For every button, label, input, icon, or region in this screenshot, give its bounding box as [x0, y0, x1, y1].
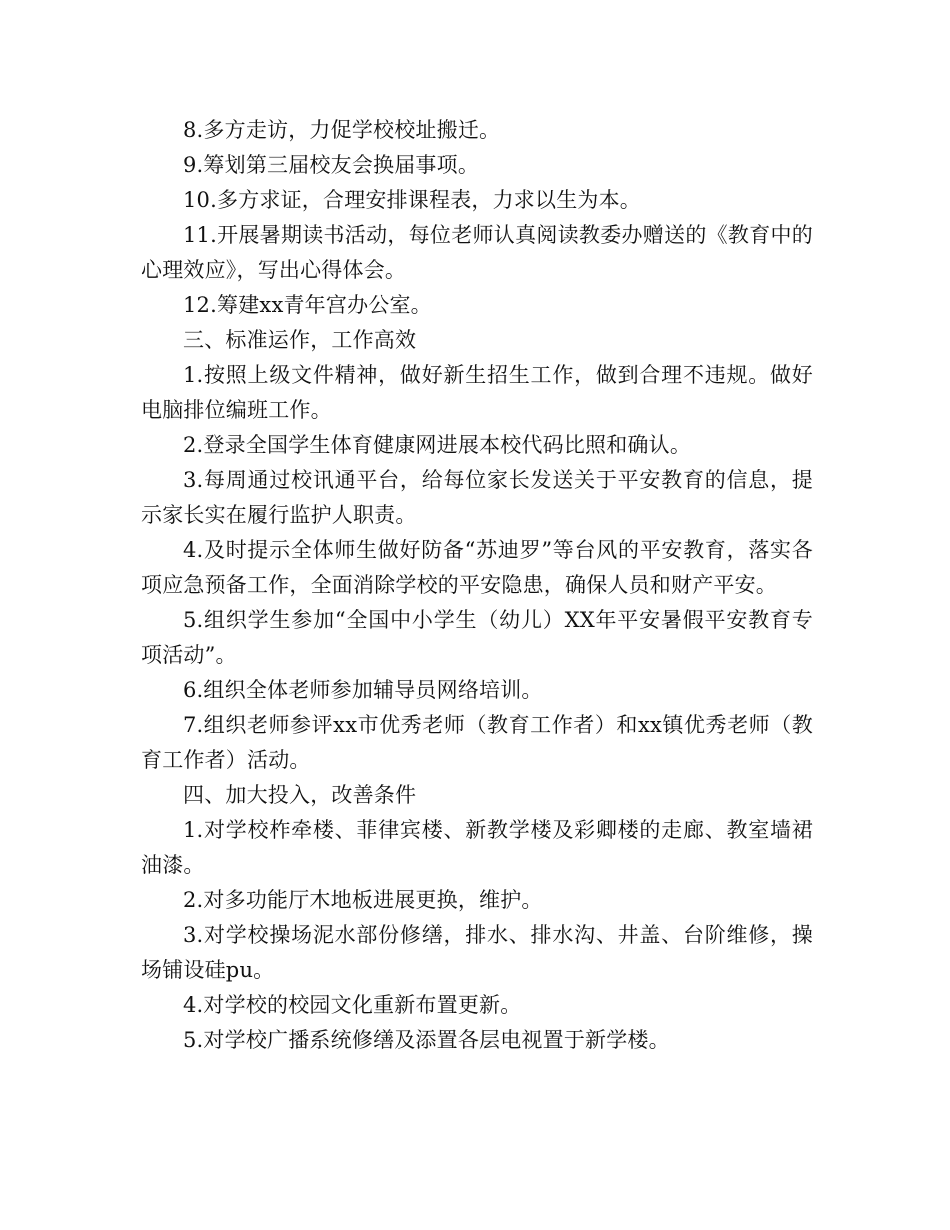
paragraph: 2.对多功能厅木地板进展更换，维护。 — [183, 888, 543, 912]
paragraph: 1.对学校柞牵楼、菲律宾楼、新教学楼及彩卿楼的走廊、教室墙裙油漆。 — [141, 818, 813, 877]
paragraph: 11.开展暑期读书活动，每位老师认真阅读教委办赠送的《教育中的心理效应》，写出心得体会。 — [141, 223, 813, 282]
paragraph: 6.组织全体老师参加辅导员网络培训。 — [183, 678, 543, 702]
paragraph: 1.按照上级文件精神，做好新生招生工作，做到合理不违规。做好电脑排位编班工作。 — [141, 363, 813, 422]
paragraph: 3.每周通过校讯通平台，给每位家长发送关于平安教育的信息，提示家长实在履行监护人职责。 — [141, 468, 813, 527]
paragraph: 3.对学校操场泥水部份修缮，排水、排水沟、井盖、台阶维修，操场铺设硅pu。 — [141, 923, 813, 982]
section-heading: 四、加大投入，改善条件 — [183, 783, 417, 807]
paragraph: 12.筹建xx青年宫办公室。 — [183, 293, 432, 317]
paragraph: 4.对学校的校园文化重新布置更新。 — [183, 993, 522, 1017]
paragraph: 4.及时提示全体师生做好防备“苏迪罗”等台风的平安教育，落实各项应急预备工作，全面消除学校的平安隐患，确保人员和财产平安。 — [141, 538, 813, 597]
section-heading: 三、标准运作，工作高效 — [183, 328, 417, 352]
paragraph: 5.对学校广播系统修缮及添置各层电视置于新学楼。 — [183, 1028, 670, 1052]
document-body — [141, 113, 813, 1058]
paragraph: 2.登录全国学生体育健康网进展本校代码比照和确认。 — [183, 433, 692, 457]
paragraph: 5.组织学生参加“全国中小学生（幼儿）XX年平安暑假平安教育专项活动”。 — [141, 608, 813, 667]
paragraph: 7.组织老师参评xx市优秀老师（教育工作者）和xx镇优秀老师（教育工作者）活动。 — [141, 713, 813, 772]
paragraph: 9.筹划第三届校友会换届事项。 — [183, 153, 480, 177]
paragraph: 10.多方求证，合理安排课程表，力求以生为本。 — [183, 188, 641, 212]
paragraph: 8.多方走访，力促学校校址搬迁。 — [183, 118, 501, 142]
